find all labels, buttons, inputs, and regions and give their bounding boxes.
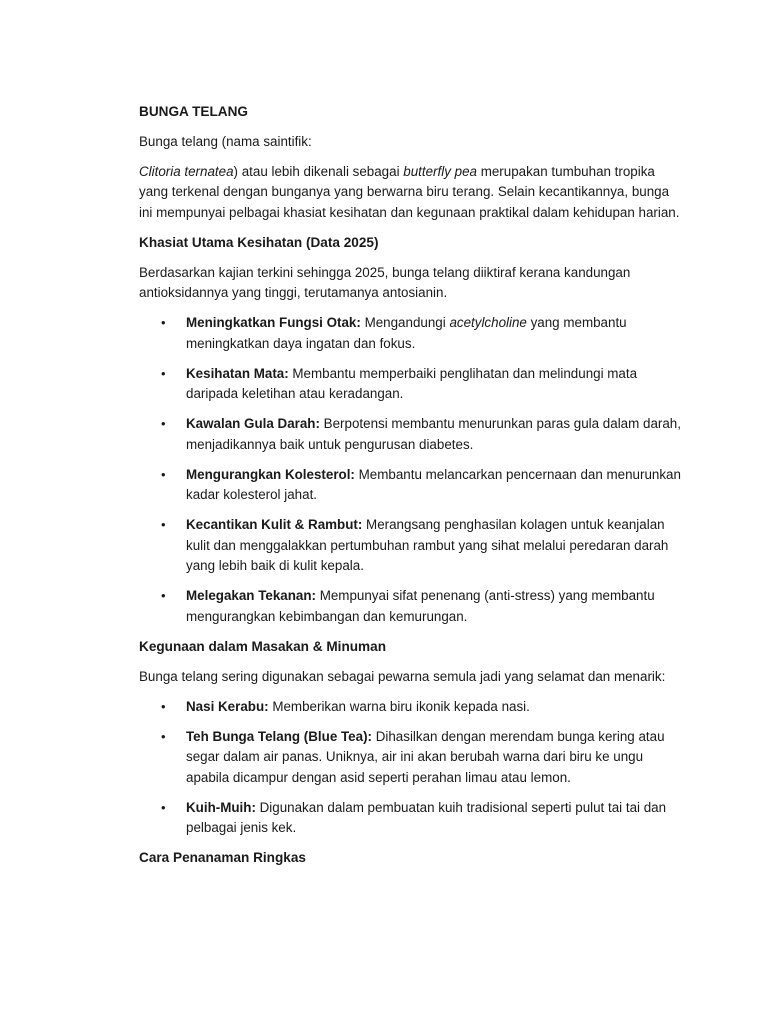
bullet-icon: • [161,588,166,603]
bullet-icon: • [161,517,166,532]
list-item [139,798,684,839]
item-term: Mengurangkan Kolesterol: [186,466,355,482]
item-term: Kesihatan Mata: [186,365,289,381]
bullet-icon: • [161,698,166,714]
list-item [139,465,684,506]
health-heading: Khasiat Utama Kesihatan (Data 2025) [139,234,379,250]
item-text: Membantu memperbaiki penglihatan dan melindungi mata daripada keletihan atau keradangan. [186,365,638,401]
bullet-icon: • [161,416,166,431]
intro-text-1: ) atau lebih dikenali sebagai [233,163,404,179]
item-term: Kuih-Muih: [186,799,256,815]
common-name: butterfly pea [403,163,477,179]
cooking-heading: Kegunaan dalam Masakan & Minuman [139,638,387,654]
item-term: Teh Bunga Telang (Blue Tea): [186,728,372,744]
document-title: BUNGA TELANG [139,104,248,119]
bullet-icon: • [161,365,166,381]
intro-text-2: merupakan tumbuhan tropika yang terkenal dengan bunganya yang berwarna biru terang. Selain kecantikannya, bunga ini mempunyai pelbagai khasiat kesihatan dan kegunaan praktikal dalam kehidupan harian. [139,163,680,220]
item-term: Kecantikan Kulit & Rambut: [186,517,363,532]
item-term: Melegakan Tekanan: [186,588,316,603]
list-item [139,313,684,354]
item-text: Merangsang penghasilan kolagen untuk keanjalan kulit dan menggalakkan pertumbuhan rambut yang sihat melalui peredaran darah yang lebih baik di kulit kepala. [186,517,669,573]
item-text-post: yang membantu meningkatkan daya ingatan dan fokus. [186,315,627,351]
item-text: Berpotensi membantu menurunkan paras gula dalam darah, menjadikannya baik untuk pengurusan diabetes. [186,416,681,452]
item-term: Nasi Kerabu: [186,698,269,714]
item-text: Memberikan warna biru ikonik kepada nasi. [268,698,530,714]
intro-paragraph [139,162,684,224]
health-list [139,313,684,627]
list-item [139,586,684,627]
item-text: Mengandungi [360,315,450,330]
document-page [139,102,684,878]
planting-heading: Cara Penanaman Ringkas [139,850,306,865]
scientific-name: Clitoria ternatea [139,163,234,179]
list-item [139,727,684,789]
bullet-icon: • [161,799,166,815]
bullet-icon: • [161,315,166,330]
item-italic: acetylcholine [449,315,527,330]
list-item [139,515,684,577]
cooking-intro: Bunga telang sering digunakan sebagai pewarna semula jadi yang selamat dan menarik: [139,668,666,684]
health-intro: Berdasarkan kajian terkini sehingga 2025, bunga telang diiktiraf kerana kandungan antioksidannya yang tinggi, terutamanya antosianin. [139,264,631,300]
cooking-list [139,697,684,839]
bullet-icon: • [161,466,166,482]
item-text: Dihasilkan dengan merendam bunga kering atau segar dalam air panas. Uniknya, air ini akan berubah warna dari biru ke ungu apabila dicampur dengan asid seperti perahan limau atau lemon. [186,728,665,785]
list-item [139,697,684,718]
list-item [139,364,684,405]
list-item [139,414,684,455]
item-term: Meningkatkan Fungsi Otak: [186,315,361,330]
item-text: Digunakan dalam pembuatan kuih tradisional seperti pulut tai tai dan pelbagai jenis kek. [186,799,667,835]
item-term: Kawalan Gula Darah: [186,416,320,431]
bullet-icon: • [161,728,166,744]
item-text: Membantu melancarkan pencernaan dan menurunkan kadar kolesterol jahat. [186,466,681,502]
item-text: Mempunyai sifat penenang (anti-stress) yang membantu mengurangkan kebimbangan dan kemurungan. [186,588,655,624]
intro-line: Bunga telang (nama saintifik: [139,133,312,149]
